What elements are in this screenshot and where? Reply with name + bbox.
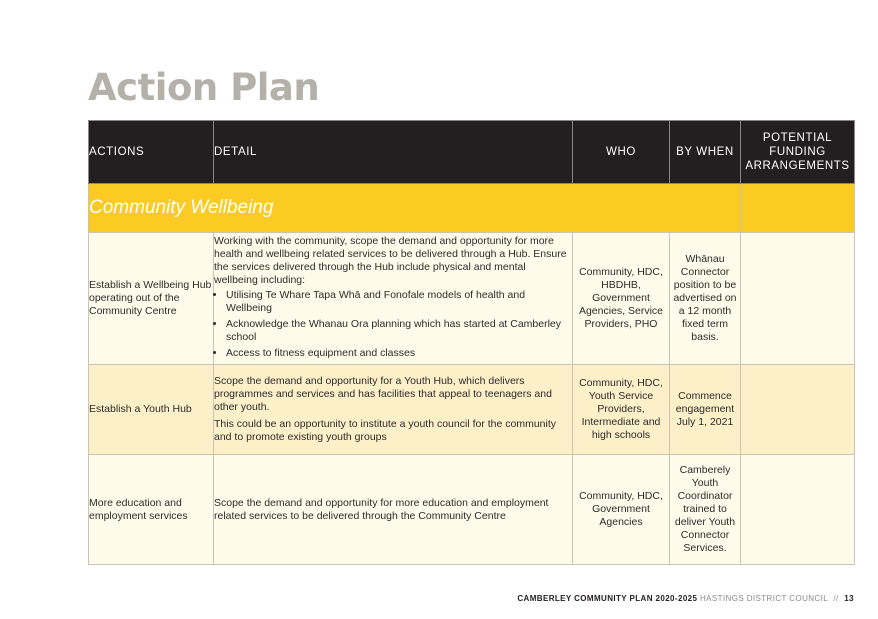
section-title: Community Wellbeing bbox=[89, 184, 741, 233]
detail-cell bbox=[214, 365, 573, 455]
detail-cell: Scope the demand and opportunity for more education and employment related services to be delivered through the Community Centre bbox=[214, 455, 573, 565]
detail-list bbox=[214, 289, 572, 360]
detail-text: Working with the community, scope the demand and opportunity for more health and wellbeing related services to be delivered through a Hub. Ensure the services delivered through the Hub include physical and mental wellbeing including: bbox=[214, 234, 567, 286]
header-actions: ACTIONS bbox=[89, 121, 214, 184]
detail-text: This could be an opportunity to institute a youth council for the community and to promote existing youth groups bbox=[214, 418, 557, 443]
footer-separator: // bbox=[833, 594, 839, 603]
table-row bbox=[89, 233, 855, 365]
header-funding-line: FUNDING bbox=[769, 146, 826, 158]
page-footer bbox=[517, 594, 854, 603]
who-cell: Community, HDC, Youth Service Providers, Intermediate and high schools bbox=[573, 365, 670, 455]
funding-cell bbox=[741, 455, 855, 565]
section-row bbox=[89, 184, 855, 233]
action-cell: More education and employment services bbox=[89, 455, 214, 565]
table-row bbox=[89, 365, 855, 455]
header-by-when: BY WHEN bbox=[670, 121, 741, 184]
detail-text: Scope the demand and opportunity for a Youth Hub, which delivers programmes and services and has facilities that appeal to teenagers and other youth. bbox=[214, 375, 552, 413]
action-plan-table bbox=[88, 120, 855, 565]
header-detail: DETAIL bbox=[214, 121, 573, 184]
footer-org: HASTINGS DISTRICT COUNCIL bbox=[700, 594, 828, 603]
header-row bbox=[89, 121, 855, 184]
page-title: Action Plan bbox=[88, 66, 320, 109]
footer-plan-name: CAMBERLEY COMMUNITY PLAN 2020-2025 bbox=[517, 594, 698, 603]
detail-bullet: • Utilising Te Whare Tapa Whā and Fonofale models of health and Wellbeing bbox=[226, 289, 572, 315]
header-funding-line: ARRANGEMENTS bbox=[745, 160, 850, 172]
page-number: 13 bbox=[844, 594, 854, 603]
by-when-cell: Whānau Connector position to be advertised on a 12 month fixed term basis. bbox=[670, 233, 741, 365]
section-funding-cell bbox=[741, 184, 855, 233]
table-row bbox=[89, 455, 855, 565]
who-cell: Community, HDC, HBDHB, Government Agencies, Service Providers, PHO bbox=[573, 233, 670, 365]
header-who: WHO bbox=[573, 121, 670, 184]
by-when-cell: Commence engagement July 1, 2021 bbox=[670, 365, 741, 455]
who-cell: Community, HDC, Government Agencies bbox=[573, 455, 670, 565]
detail-cell bbox=[214, 233, 573, 365]
funding-cell bbox=[741, 365, 855, 455]
by-when-cell: Camberely Youth Coordinator trained to deliver Youth Connector Services. bbox=[670, 455, 741, 565]
funding-cell bbox=[741, 233, 855, 365]
action-cell: Establish a Wellbeing Hub operating out of the Community Centre bbox=[89, 233, 214, 365]
header-funding bbox=[741, 121, 855, 184]
action-cell: Establish a Youth Hub bbox=[89, 365, 214, 455]
detail-bullet: • Acknowledge the Whanau Ora planning which has started at Camberley school bbox=[226, 318, 572, 344]
detail-bullet: • Access to fitness equipment and classes bbox=[226, 347, 572, 360]
header-funding-line: POTENTIAL bbox=[762, 132, 833, 144]
